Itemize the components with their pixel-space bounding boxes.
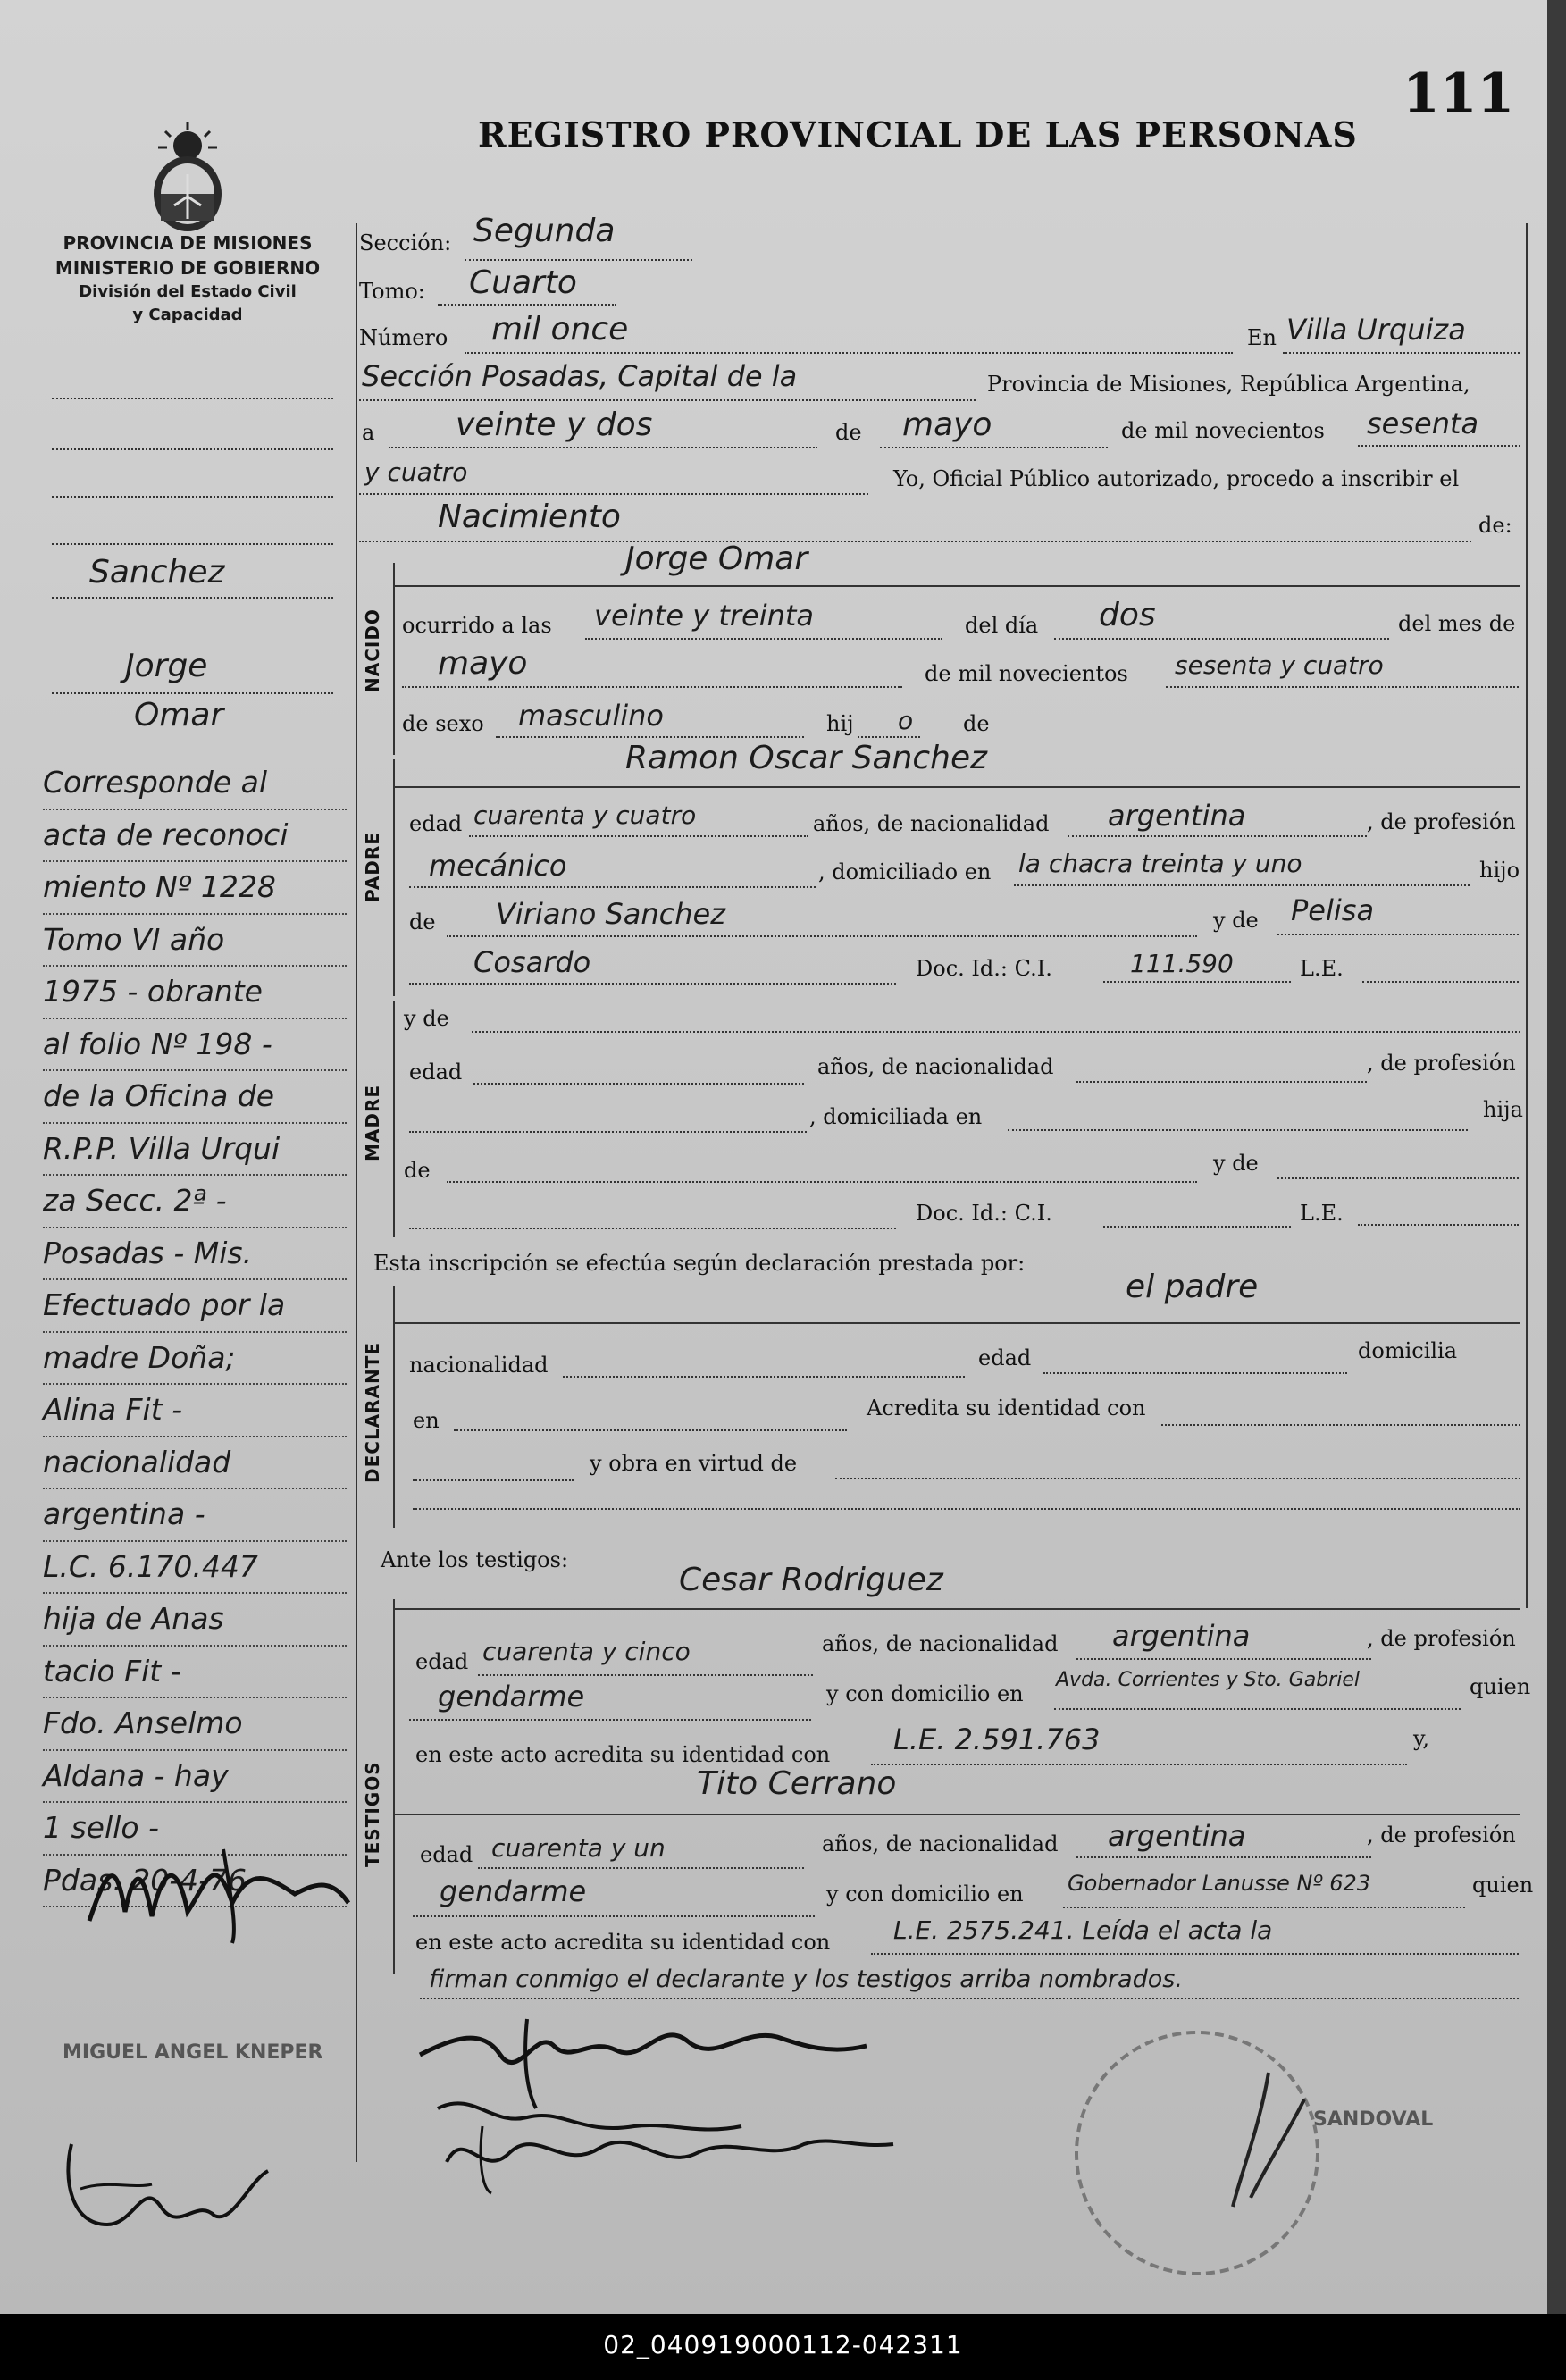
- padre-hijo-label: hijo: [1479, 858, 1520, 883]
- margin-signature: [80, 1831, 375, 1948]
- margin-note-line: 1975 - obrante: [43, 967, 347, 1019]
- testigo1-profesion: gendarme: [438, 1680, 585, 1714]
- closing-line: [420, 1998, 1519, 1999]
- padre-edad-line: [469, 835, 808, 837]
- tomo-label: Tomo:: [359, 279, 425, 304]
- madre-le-label: L.E.: [1300, 1201, 1344, 1226]
- declarante-acredita-label: Acredita su identidad con: [867, 1395, 1146, 1420]
- declarante-nacionalidad-line: [563, 1376, 965, 1378]
- padre-y-de-line: [1277, 934, 1519, 935]
- testigo1-doc: L.E. 2.591.763: [893, 1722, 1101, 1756]
- madre-y-de-label: y de: [404, 1006, 449, 1031]
- declarante-section-label: DECLARANTE: [362, 1341, 383, 1483]
- margin-note-line: acta de reconoci: [43, 810, 347, 863]
- margin-line: [52, 597, 333, 599]
- madre-y-de2-label: y de: [1213, 1151, 1259, 1176]
- testigo2-profesion: gendarme: [440, 1874, 587, 1908]
- coat-of-arms-icon: [138, 121, 237, 237]
- margin-name-1: Jorge: [125, 648, 208, 684]
- nacido-sexo: masculino: [518, 699, 664, 733]
- testigo2-profesion-label: , de profesión: [1367, 1823, 1516, 1848]
- padre-profesion: mecánico: [429, 849, 567, 883]
- acto-value: Nacimiento: [438, 499, 621, 535]
- testigo2-domicilio: Gobernador Lanusse Nº 623: [1068, 1871, 1371, 1896]
- padre-name-line: [393, 786, 1520, 788]
- fecha-anio-2: y cuatro: [364, 457, 468, 487]
- declarante-en-line: [454, 1429, 847, 1431]
- testigo2-domicilio-line: [1063, 1907, 1465, 1908]
- testigo1-profesion-label: , de profesión: [1367, 1626, 1516, 1651]
- en-label: En: [1247, 325, 1277, 350]
- lugar-line: [359, 399, 976, 401]
- yo-text: Yo, Oficial Público autorizado, procedo a inscribir el: [893, 466, 1460, 491]
- fecha-mes: mayo: [902, 406, 992, 443]
- org-province: PROVINCIA DE MISIONES: [63, 232, 313, 254]
- margin-name-2: Omar: [134, 697, 224, 733]
- margin-line: [52, 543, 333, 545]
- testigo2-nombre: Tito Cerrano: [697, 1765, 897, 1802]
- padre-nombre: Ramon Oscar Sanchez: [625, 740, 987, 776]
- de-colon: de:: [1478, 513, 1512, 538]
- anio-line: [1166, 686, 1519, 688]
- testigos-section-label: TESTIGOS: [362, 1761, 383, 1867]
- padre-nacionalidad: argentina: [1108, 799, 1246, 833]
- section-bracket: [393, 563, 395, 755]
- hij-value: o: [898, 706, 914, 735]
- fecha-dia: veinte y dos: [456, 406, 653, 443]
- declarante-en-label: en: [413, 1408, 440, 1433]
- declarante-nacionalidad-label: nacionalidad: [409, 1353, 549, 1378]
- madre-profesion-line: [409, 1131, 807, 1133]
- testigos-intro: Ante los testigos:: [381, 1547, 569, 1572]
- testigo2-profesion-line: [413, 1915, 815, 1917]
- witness-signature: [429, 2108, 929, 2198]
- sexo-line: [496, 736, 804, 738]
- testigo2-doc: L.E. 2575.241. Leída el acta la: [893, 1915, 1273, 1945]
- fecha-anio-2-line: [359, 493, 868, 495]
- madre-extra-line: [409, 1228, 896, 1229]
- padre-nacionalidad-line: [1068, 835, 1367, 837]
- testigo1-name-line: [393, 1608, 1520, 1610]
- testigo2-anios-label: años, de nacionalidad: [822, 1831, 1059, 1856]
- hij-label: hij: [826, 711, 854, 736]
- margin-note-line: 1 sello -: [43, 1803, 347, 1856]
- margin-signature-2: [54, 2126, 286, 2242]
- padre-domicilio: la chacra treinta y uno: [1018, 849, 1302, 878]
- testigo1-y-label: y,: [1413, 1726, 1429, 1751]
- margin-note-line: de la Oficina de: [43, 1071, 347, 1124]
- section-bracket: [393, 759, 395, 996]
- en-value: Villa Urquiza: [1286, 313, 1466, 347]
- fecha-mes-line: [880, 447, 1108, 448]
- en-line: [1283, 352, 1520, 354]
- lugar-value: Sección Posadas, Capital de la: [362, 359, 798, 393]
- padre-le-label: L.E.: [1300, 956, 1344, 981]
- padre-madre-de-2: Cosardo: [473, 945, 591, 979]
- nacido-section-label: NACIDO: [362, 608, 383, 692]
- de-label: de: [835, 420, 862, 445]
- sandoval-stamp: SANDOVAL: [1313, 2108, 1434, 2131]
- margin-note-line: Aldana - hay: [43, 1751, 347, 1804]
- del-dia-label: del día: [965, 613, 1039, 638]
- madre-hija-label: hija: [1483, 1097, 1523, 1122]
- padre-madre-de: Pelisa: [1291, 893, 1375, 927]
- testigo1-domicilio: Avda. Corrientes y Sto. Gabriel: [1056, 1669, 1360, 1691]
- tomo-line: [438, 304, 616, 306]
- testigo2-edad-label: edad: [420, 1842, 473, 1867]
- closing-text: firman conmigo el declarante y los testigos arriba nombrados.: [429, 1965, 1183, 1993]
- testigo1-quien-label: quien: [1470, 1674, 1531, 1699]
- padre-doc-label: Doc. Id.: C.I.: [916, 956, 1052, 981]
- madre-de-line: [447, 1181, 1197, 1183]
- provincia-text: Provincia de Misiones, República Argentina,: [987, 372, 1470, 397]
- margin-note-line: Corresponde al: [43, 758, 347, 810]
- testigo1-edad-label: edad: [415, 1649, 469, 1674]
- testigo1-acredita-line: [871, 1764, 1407, 1765]
- margin-note-line: Tomo VI año: [43, 915, 347, 968]
- declarante-obra-line: [835, 1478, 1520, 1479]
- testigo1-profesion-line: [409, 1719, 811, 1721]
- margin-line: [52, 692, 333, 694]
- scan-edge: [1547, 0, 1566, 2314]
- column-divider: [356, 223, 357, 2162]
- declarante-name-line: [393, 1322, 1520, 1324]
- testigo2-nacionalidad: argentina: [1108, 1819, 1246, 1853]
- madre-nacionalidad-line: [1076, 1081, 1367, 1083]
- tomo-value: Cuarto: [469, 264, 577, 301]
- madre-doc-label: Doc. Id.: C.I.: [916, 1201, 1052, 1226]
- testigo2-edad: cuarenta y un: [491, 1833, 666, 1863]
- madre-de-label: de: [404, 1158, 431, 1183]
- madre-le-line: [1358, 1224, 1519, 1226]
- padre-padre-de: Viriano Sanchez: [496, 897, 726, 931]
- nacido-dia: dos: [1099, 597, 1156, 633]
- margin-note-line: argentina -: [43, 1489, 347, 1542]
- declarante-domicilia-label: domicilia: [1358, 1338, 1458, 1363]
- org-division: División del Estado Civil: [79, 282, 297, 301]
- testigo1-domicilio-label: y con domicilio en: [826, 1681, 1024, 1706]
- seccion-line: [465, 259, 692, 261]
- margin-note-line: madre Doña;: [43, 1333, 347, 1386]
- testigo1-nombre: Cesar Rodriguez: [679, 1562, 943, 1598]
- padre-edad-label: edad: [409, 811, 463, 836]
- madre-anios-label: años, de nacionalidad: [817, 1054, 1054, 1079]
- a-label: a: [362, 420, 375, 445]
- declarante-obra-label: y obra en virtud de: [590, 1451, 798, 1476]
- hora-line: [585, 638, 942, 640]
- padre-domicilio-label: , domiciliado en: [818, 859, 992, 884]
- madre-profesion-label: , de profesión: [1367, 1051, 1516, 1076]
- testigo2-quien-label: quien: [1472, 1873, 1534, 1898]
- testigo2-domicilio-label: y con domicilio en: [826, 1881, 1024, 1907]
- margin-annotation: [43, 758, 347, 1907]
- padre-domicilio-line: [1014, 884, 1470, 886]
- del-mes-label: del mes de: [1398, 611, 1516, 636]
- padre-edad: cuarenta y cuatro: [473, 800, 697, 830]
- org-ministry: MINISTERIO DE GOBIERNO: [54, 257, 321, 279]
- testigo2-edad-line: [478, 1867, 804, 1869]
- officer-stamp: MIGUEL ANGEL KNEPER: [63, 2041, 323, 2064]
- margin-line: [52, 398, 333, 399]
- issuing-authority: [36, 230, 339, 327]
- madre-y-de2-line: [1277, 1177, 1519, 1179]
- testigo1-domicilio-line: [1054, 1708, 1461, 1710]
- margin-note-line: Posadas - Mis.: [43, 1228, 347, 1281]
- margin-line: [52, 496, 333, 498]
- nacido-hora: veinte y treinta: [594, 599, 815, 633]
- testigo2-name-line: [393, 1814, 1520, 1815]
- sexo-label: de sexo: [402, 711, 484, 736]
- declarante-edad-line: [1043, 1372, 1347, 1374]
- testigo1-edad-line: [478, 1674, 813, 1676]
- nacido-name-line: [393, 585, 1520, 587]
- nacido-mes: mayo: [438, 645, 528, 682]
- padre-profesion-label: , de profesión: [1367, 809, 1516, 834]
- margin-note-line: L.C. 6.170.447: [43, 1542, 347, 1595]
- madre-doc-line: [1103, 1226, 1291, 1228]
- nacido-mil-label: de mil novecientos: [925, 661, 1128, 686]
- madre-edad-label: edad: [409, 1060, 463, 1085]
- testigo2-nacionalidad-line: [1076, 1856, 1371, 1858]
- margin-note-line: miento Nº 1228: [43, 862, 347, 915]
- declarante-value: el padre: [1126, 1269, 1259, 1305]
- official-seal: [1001, 2019, 1394, 2287]
- acto-line: [359, 541, 1471, 542]
- declarante-edad-label: edad: [978, 1345, 1032, 1370]
- org-division-2: y Capacidad: [132, 306, 243, 324]
- declarante-extra-line: [413, 1479, 574, 1481]
- margin-note-line: Fdo. Anselmo: [43, 1698, 347, 1751]
- seccion-value: Segunda: [473, 213, 616, 249]
- testigo2-acredita-label: en este acto acredita su identidad con: [415, 1930, 831, 1955]
- padre-doc-value: 111.590: [1130, 949, 1234, 978]
- margin-note-line: Efectuado por la: [43, 1280, 347, 1333]
- padre-de-label: de: [409, 909, 436, 934]
- declarante-intro: Esta inscripción se efectúa según declaración prestada por:: [373, 1251, 1026, 1276]
- ocurrido-label: ocurrido a las: [402, 613, 552, 638]
- page-number: 111: [1403, 63, 1515, 125]
- margin-note-line: al folio Nº 198 -: [43, 1019, 347, 1072]
- padre-y-de-label: y de: [1213, 908, 1259, 933]
- numero-value: mil once: [491, 311, 629, 348]
- madre-domicilio-label: , domiciliada en: [809, 1104, 983, 1129]
- padre-anios-label: años, de nacionalidad: [813, 811, 1050, 836]
- padre-de-line: [447, 935, 1197, 937]
- margin-note-line: hija de Anas: [43, 1594, 347, 1647]
- nacido-de-label: de: [963, 711, 990, 736]
- madre-nombre-line: [472, 1031, 1520, 1033]
- hij-line: [858, 736, 920, 738]
- margin-note-line: Pdas. 20-4-76: [43, 1856, 347, 1908]
- section-bracket: [393, 1599, 395, 1974]
- madre-domicilio-line: [1008, 1129, 1468, 1131]
- margin-note-line: tacio Fit -: [43, 1647, 347, 1699]
- padre-le-line: [1362, 981, 1519, 983]
- madre-section-label: MADRE: [362, 1084, 383, 1161]
- fecha-dia-line: [389, 447, 817, 448]
- seccion-label: Sección:: [359, 230, 452, 256]
- margin-note-line: R.P.P. Villa Urqui: [43, 1124, 347, 1177]
- testigo1-acredita-label: en este acto acredita su identidad con: [415, 1742, 831, 1767]
- testigo1-anios-label: años, de nacionalidad: [822, 1631, 1059, 1656]
- margin-line: [52, 448, 333, 450]
- margin-note-line: Alina Fit -: [43, 1385, 347, 1437]
- numero-label: Número: [359, 325, 448, 350]
- margin-note-line: nacionalidad: [43, 1437, 347, 1490]
- mil-label: de mil novecientos: [1121, 418, 1325, 443]
- file-id: 02_040919000112-042311: [603, 2330, 963, 2359]
- testigo1-nacionalidad-line: [1076, 1658, 1371, 1660]
- padre-madre-de-2-line: [409, 983, 896, 985]
- testigo1-nacionalidad: argentina: [1112, 1619, 1251, 1653]
- margin-note-line: za Secc. 2ª -: [43, 1176, 347, 1228]
- page-title: REGISTRO PROVINCIAL DE LAS PERSONAS: [478, 114, 1358, 155]
- padre-profesion-line: [409, 886, 816, 888]
- dia-line: [1054, 638, 1389, 640]
- declarante-extra-line-2: [413, 1508, 1520, 1510]
- padre-doc-line: [1103, 981, 1291, 983]
- mes-line: [402, 686, 902, 688]
- right-border: [1526, 223, 1528, 1608]
- padre-section-label: PADRE: [362, 832, 383, 902]
- madre-edad-line: [473, 1083, 804, 1085]
- fecha-anio-1: sesenta: [1367, 406, 1479, 440]
- fecha-anio-line: [1358, 445, 1520, 447]
- declarante-acredita-line: [1161, 1424, 1520, 1426]
- nacido-nombre: Jorge Omar: [625, 541, 808, 577]
- nacido-anio: sesenta y cuatro: [1175, 650, 1384, 680]
- numero-line: [465, 352, 1233, 354]
- margin-surname: Sanchez: [89, 554, 225, 591]
- testigo1-edad: cuarenta y cinco: [482, 1637, 691, 1666]
- section-bracket: [393, 1001, 395, 1237]
- testigo2-acredita-line: [871, 1953, 1519, 1955]
